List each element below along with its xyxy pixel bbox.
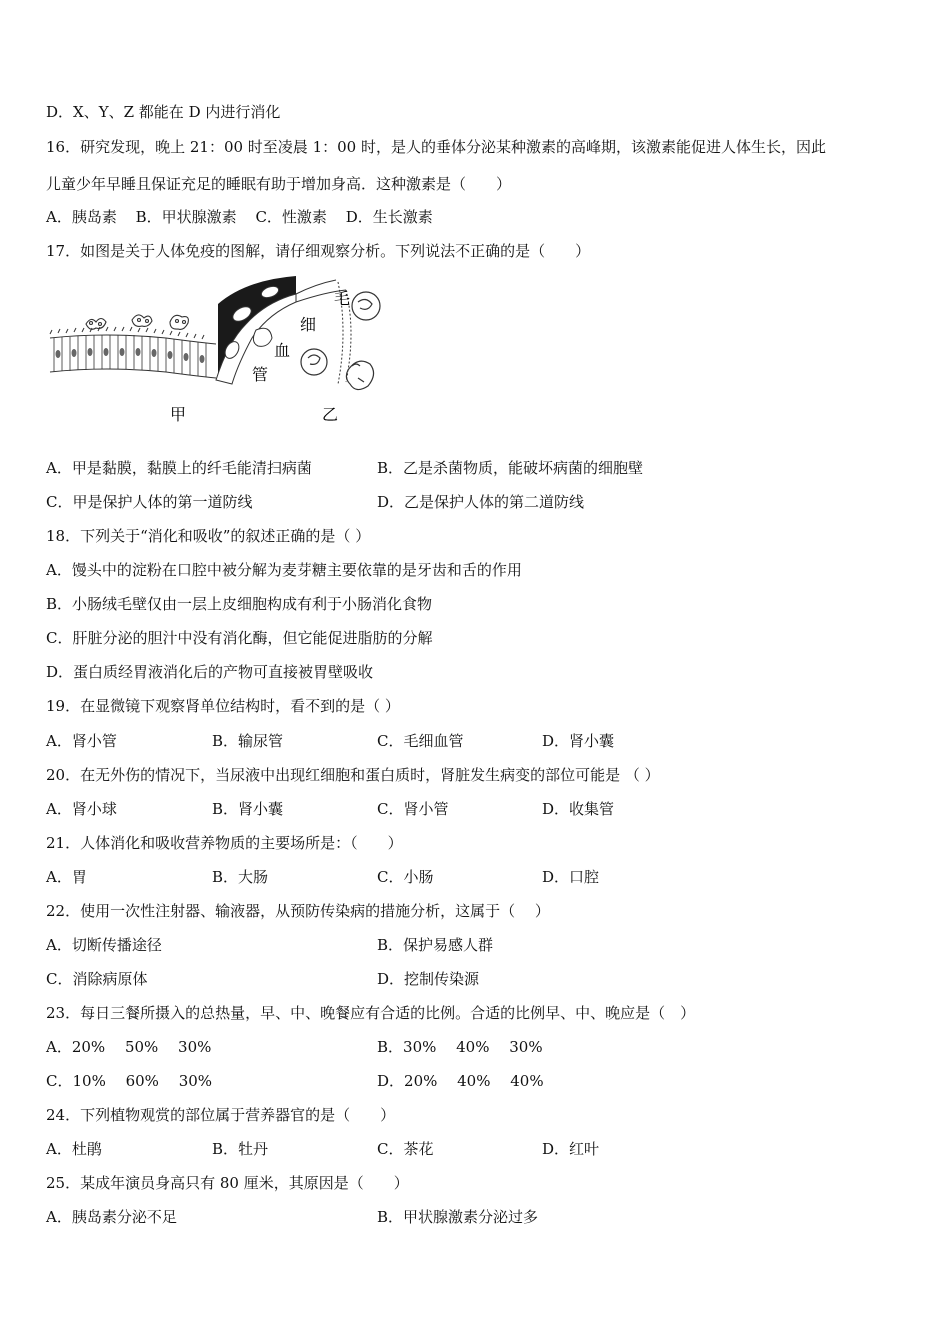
q24-stem: 24．下列植物观赏的部位属于营养器官的是（ ） [46,1106,396,1124]
q25-stem: 25．某成年演员身高只有 80 厘米，其原因是（ ） [46,1174,409,1192]
q19-stem: 19．在显微镜下观察肾单位结构时，看不到的是（ ） [46,697,400,715]
q17-option-d: D．乙是保护人体的第二道防线 [377,493,585,511]
immunity-figure [46,272,396,432]
q21-option-d: D．口腔 [542,868,600,886]
q17-option-a: A．甲是黏膜，黏膜上的纤毛能清扫病菌 [46,459,312,477]
vessel-label-xi: 细 [300,315,317,334]
q23-option-d: D．20% 40% 40% [377,1072,544,1090]
q23-option-a: A．20% 50% 30% [46,1038,212,1056]
q16-options [46,207,433,227]
q22-option-b: B．保护易感人群 [377,936,494,954]
q19-option-d: D．肾小囊 [542,732,615,750]
q21-option-b: B．大肠 [212,868,269,886]
figure-label-jia: 甲 [170,405,187,424]
q19-option-c: C．毛细血管 [377,732,464,750]
q24-option-b: B．牡丹 [212,1140,269,1158]
q23-option-b: B．30% 40% 30% [377,1038,543,1056]
q20-option-b: B．肾小囊 [212,800,284,818]
q18-option-b: B．小肠绒毛壁仅由一层上皮细胞构成有利于小肠消化食物 [46,595,433,613]
q19-option-a: A．肾小管 [46,732,117,750]
q18-option-c: C．肝脏分泌的胆汁中没有消化酶，但它能促进脂肪的分解 [46,629,433,647]
mucosa-illustration [50,315,216,378]
q22-option-a: A．切断传播途径 [46,936,162,954]
q25-option-a: A．胰岛素分泌不足 [46,1208,177,1226]
q23-option-c: C．10% 60% 30% [46,1072,213,1090]
q16-stem-line2: 儿童少年早睡且保证充足的睡眠有助于增加身高．这种激素是（ ） [46,175,512,193]
q21-option-c: C．小肠 [377,868,434,886]
q20-stem: 20．在无外伤的情况下，当尿液中出现红细胞和蛋白质时，肾脏发生病变的部位可能是 （ ） [46,766,660,784]
q17-option-c: C．甲是保护人体的第一道防线 [46,493,253,511]
q22-stem: 22．使用一次性注射器、输液器，从预防传染病的措施分析，这属于（ ） [46,902,550,920]
q24-option-a: A．杜鹃 [46,1140,102,1158]
figure-label-yi: 乙 [322,405,339,424]
q17-stem: 17．如图是关于人体免疫的图解，请仔细观察分析。下列说法不正确的是（ ） [46,242,591,260]
vessel-label-xue: 血 [274,341,291,360]
q21-option-a: A．胃 [46,868,87,886]
q15-option-d: D．X、Y、Z 都能在 D 内进行消化 [46,103,281,121]
q24-option-c: C．茶花 [377,1140,434,1158]
immunity-diagram [46,272,396,432]
q19-option-b: B．输尿管 [212,732,284,750]
q16-stem-line1: 16．研究发现，晚上 21：00 时至凌晨 1：00 时，是人的垂体分泌某种激素的高峰期，该激素能促进人体生长，因此 [46,138,826,156]
q25-option-b: B．甲状腺激素分泌过多 [377,1208,539,1226]
capillary-illustration [216,276,380,390]
q21-stem: 21．人体消化和吸收营养物质的主要场所是：（ ） [46,834,403,852]
q23-stem: 23．每日三餐所摄入的总热量，早、中、晚餐应有合适的比例。合适的比例早、中、晚应是（ ） [46,1004,696,1022]
vessel-label-guan: 管 [252,365,269,384]
q16-option-a: A．胰岛素 [46,208,117,226]
q20-option-c: C．肾小管 [377,800,449,818]
q18-option-a: A．馒头中的淀粉在口腔中被分解为麦芽糖主要依靠的是牙齿和舌的作用 [46,561,522,579]
q16-option-c: C．性激素 [255,208,327,226]
q17-option-b: B．乙是杀菌物质，能破坏病菌的细胞壁 [377,459,644,477]
q18-stem: 18．下列关于“消化和吸收”的叙述正确的是（ ） [46,527,371,545]
q22-option-d: D．挖制传染源 [377,970,480,988]
vessel-label-mao: 毛 [334,289,351,308]
q24-option-d: D．红叶 [542,1140,600,1158]
q16-option-d: D．生长激素 [345,208,433,226]
q18-option-d: D．蛋白质经胃液消化后的产物可直接被胃壁吸收 [46,663,374,681]
q20-option-a: A．肾小球 [46,800,117,818]
q20-option-d: D．收集管 [542,800,615,818]
q16-option-b: B．甲状腺激素 [135,208,237,226]
q22-option-c: C．消除病原体 [46,970,148,988]
